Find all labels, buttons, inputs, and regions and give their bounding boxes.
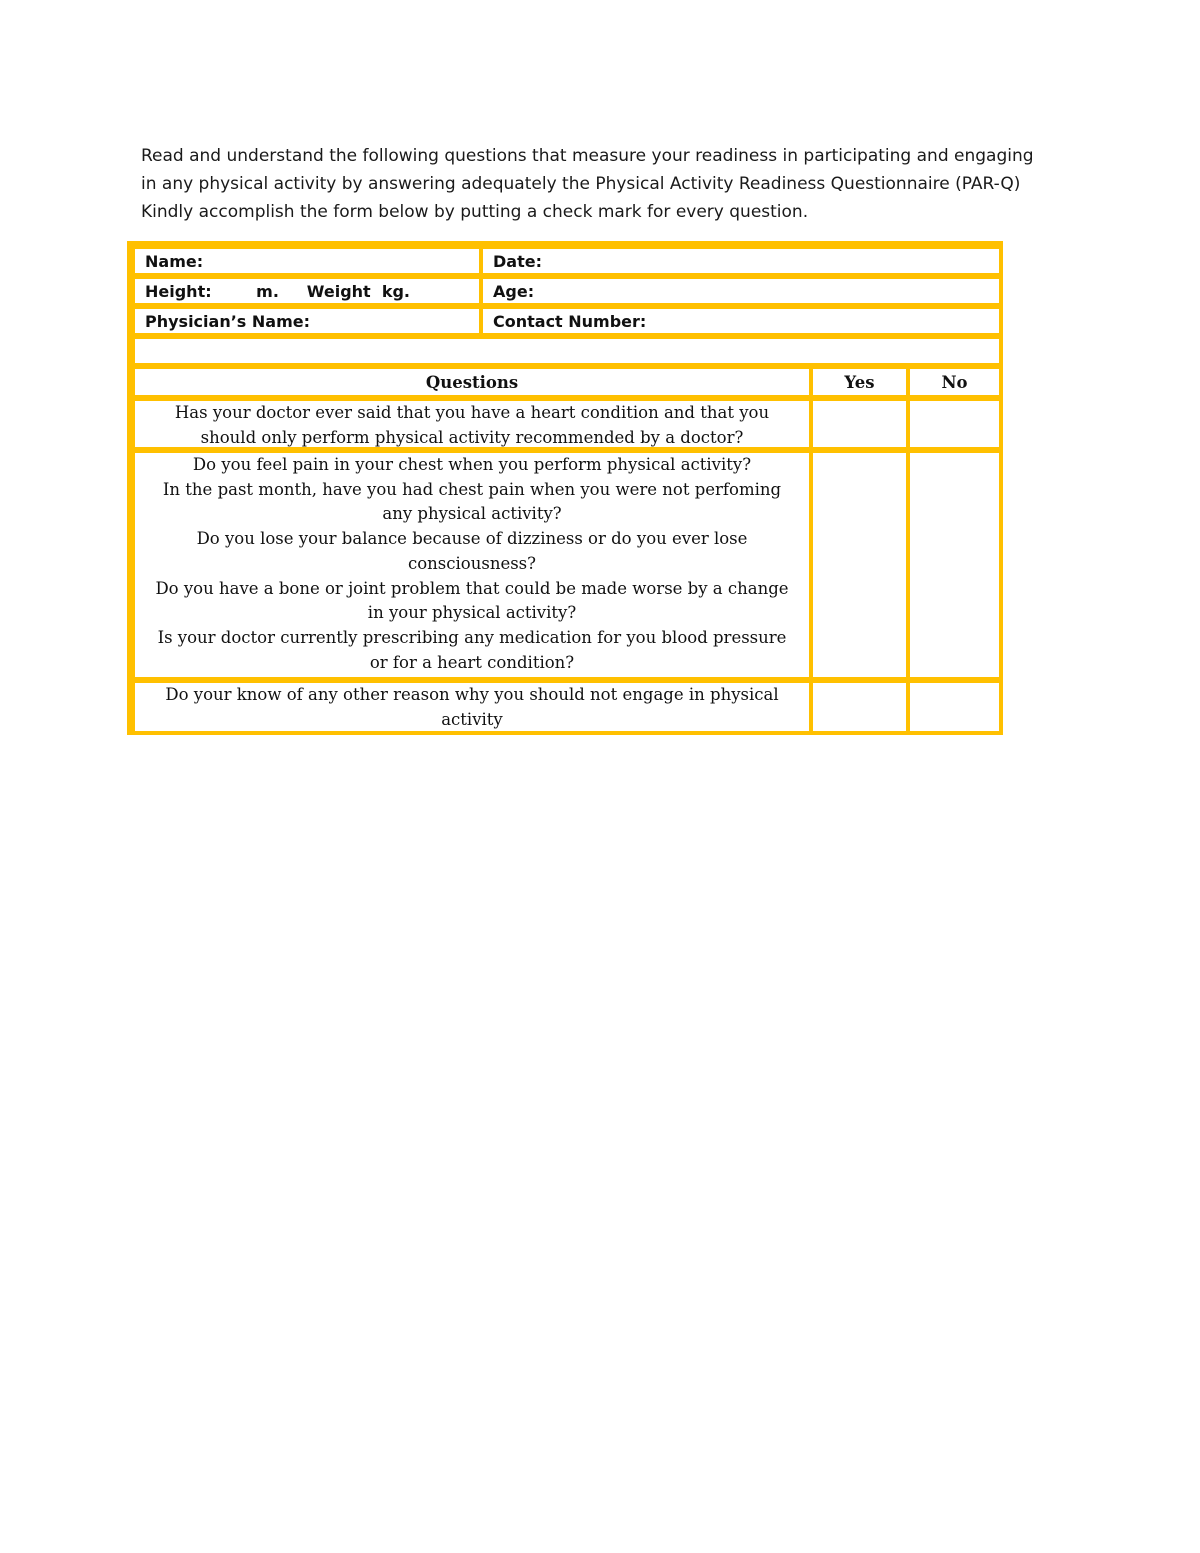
question-row-1: Has your doctor ever said that you have a heart condition and that you should only perform physical activity recommended by a doctor? (131, 397, 813, 451)
date-field[interactable] (479, 245, 1003, 277)
instructions-paragraph (141, 142, 1071, 226)
no-checkbox-row-1[interactable] (906, 397, 1003, 451)
age-label: Age: (493, 281, 535, 301)
yes-checkbox-row-3[interactable] (809, 679, 910, 735)
date-label: Date: (493, 251, 542, 271)
question-row-2: Do you feel pain in your chest when you perform physical activity? In the past month, have you had chest pain when you were not perfoming any physical activity? Do you lose your balance because of dizziness or do you ever lose consciousness? Do you have a bone or joint problem that could be made worse by a change in your physical activity? Is your doctor currently prescribing any medication for you blood pressure or for a heart condition? (131, 449, 813, 681)
instructions-line-1: Read and understand the following questions that measure your readiness in participating and engaging (141, 146, 1034, 166)
height-weight-label: Height: m. Weight kg. (145, 281, 410, 301)
height-weight-field[interactable] (131, 275, 483, 307)
physician-name-field[interactable] (131, 305, 483, 337)
no-checkbox-row-2[interactable] (906, 449, 1003, 681)
physician-name-label: Physician’s Name: (145, 311, 310, 331)
no-checkbox-row-3[interactable] (906, 679, 1003, 735)
par-q-form (127, 241, 1003, 735)
no-header: No (906, 365, 1003, 399)
instructions-line-2: in any physical activity by answering adequately the Physical Activity Readiness Questionnaire (PAR-Q) (141, 174, 1021, 194)
age-field[interactable] (479, 275, 1003, 307)
question-row-3: Do your know of any other reason why you should not engage in physical activity (131, 679, 813, 735)
yes-checkbox-row-2[interactable] (809, 449, 910, 681)
contact-number-field[interactable] (479, 305, 1003, 337)
yes-header: Yes (809, 365, 910, 399)
name-label: Name: (145, 251, 204, 271)
yes-checkbox-row-1[interactable] (809, 397, 910, 451)
contact-number-label: Contact Number: (493, 311, 647, 331)
questions-header: Questions (131, 365, 813, 399)
instructions-line-3: Kindly accomplish the form below by putting a check mark for every question. (141, 202, 809, 222)
blank-row (131, 335, 1003, 367)
name-field[interactable] (131, 245, 483, 277)
